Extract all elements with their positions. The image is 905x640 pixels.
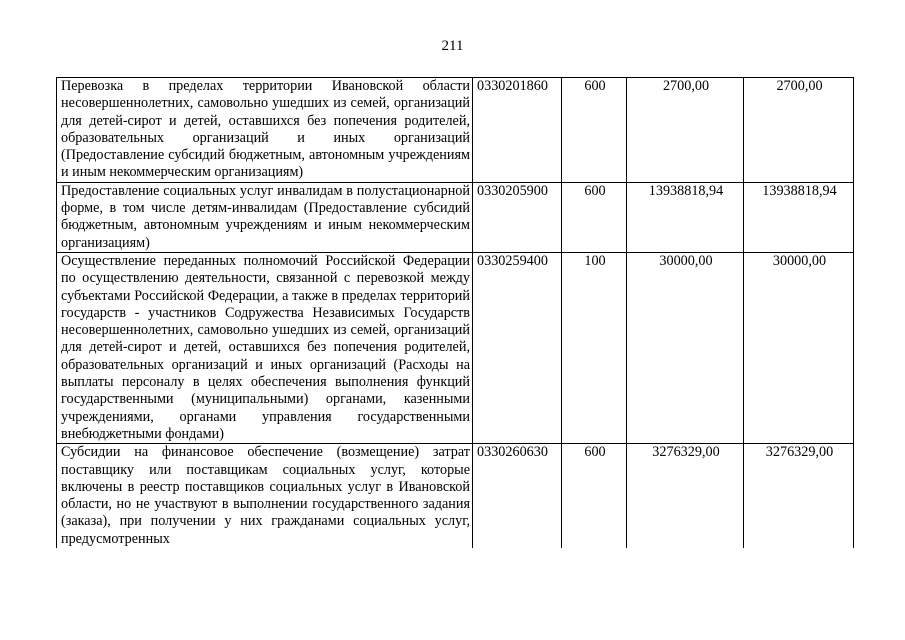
row-name: Перевозка в пределах территории Ивановской области несовершеннолетних, самовольно ушедших из семей, организаций для детей-сирот и детей, оставшихся без попечения родителей, образовательных организаций и иных организаций (Предоставление субсидий бюджетным, автономным учреждениям и иным некоммерческим организациям)	[57, 78, 473, 183]
row-expense-type: 600	[562, 182, 627, 252]
row-expense-type: 600	[562, 444, 627, 548]
row-amount-2: 30000,00	[744, 252, 854, 443]
table-row	[57, 182, 854, 252]
row-target-code: 0330205900	[473, 182, 562, 252]
table-row	[57, 252, 854, 443]
row-amount-1: 30000,00	[627, 252, 744, 443]
table-row	[57, 78, 854, 183]
row-target-code: 0330259400	[473, 252, 562, 443]
row-amount-1: 13938818,94	[627, 182, 744, 252]
row-amount-2: 3276329,00	[744, 444, 854, 548]
table-row	[57, 444, 854, 548]
budget-table	[56, 77, 854, 548]
row-amount-1: 2700,00	[627, 78, 744, 183]
row-name: Субсидии на финансовое обеспечение (возмещение) затрат поставщику или поставщикам социальных услуг, которые включены в реестр поставщиков социальных услуг в Ивановской области, но не участвуют в выполнении государственного задания (заказа), при получении у них гражданами социальных услуг, предусмотренных	[57, 444, 473, 548]
row-expense-type: 600	[562, 78, 627, 183]
row-expense-type: 100	[562, 252, 627, 443]
page-number: 211	[441, 38, 464, 54]
row-name: Осуществление переданных полномочий Российской Федерации по осуществлению деятельности, связанной с перевозкой между субъектами Российской Федерации, а также в пределах территорий государств - участников Содружества Независимых Государств несовершеннолетних, самовольно ушедших из семей, организаций для детей-сирот и детей, оставшихся без попечения родителей, образовательных организаций и иных организаций (Расходы на выплаты персоналу в целях обеспечения выполнения функций государственными (муниципальными) органами, казенными учреждениями, органами управления государственными внебюджетными фондами)	[57, 252, 473, 443]
row-target-code: 0330260630	[473, 444, 562, 548]
row-target-code: 0330201860	[473, 78, 562, 183]
row-amount-2: 13938818,94	[744, 182, 854, 252]
row-amount-2: 2700,00	[744, 78, 854, 183]
row-amount-1: 3276329,00	[627, 444, 744, 548]
row-name: Предоставление социальных услуг инвалидам в полустационарной форме, в том числе детям-инвалидам (Предоставление субсидий бюджетным, автономным учреждениям и иным некоммерческим организациям)	[57, 182, 473, 252]
